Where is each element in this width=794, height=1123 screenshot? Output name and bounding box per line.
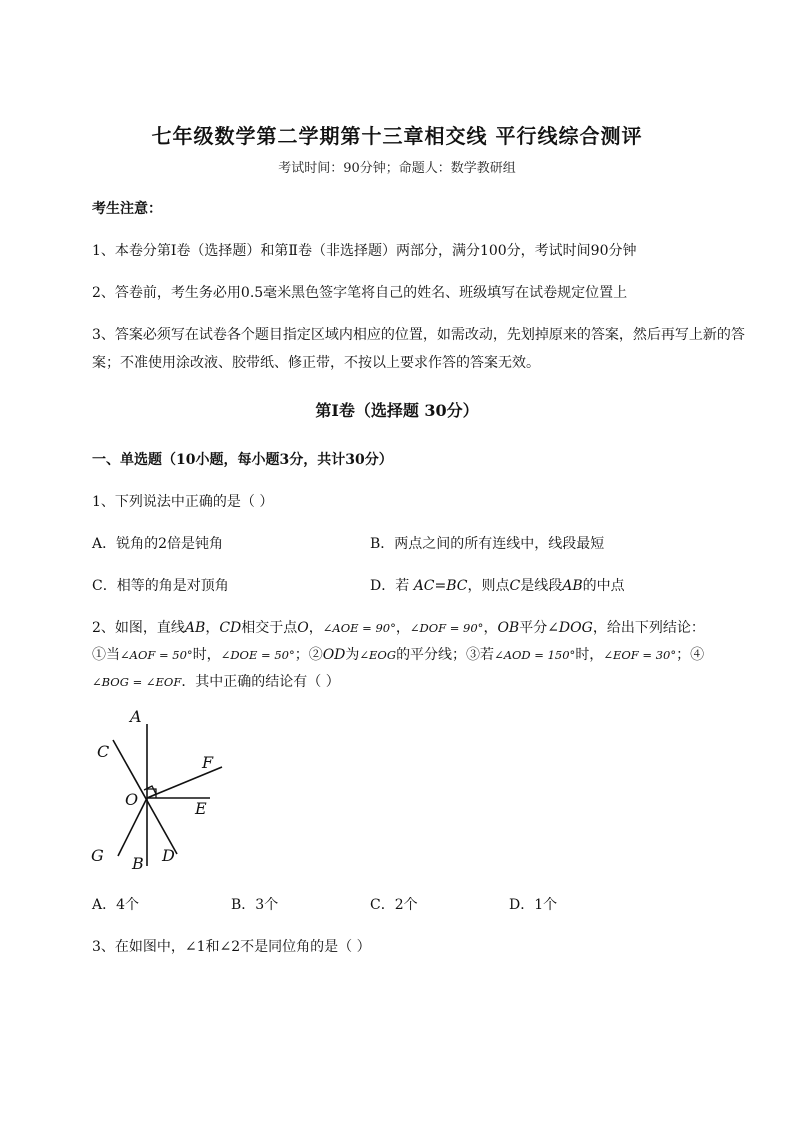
q2-stem-line-1: 2、如图，直线AB，CD相交于点O，∠AOE = 90°，∠DOF = 90°，OB平分∠DOG，给出下列结论： — [92, 620, 705, 636]
q1-stem: 1、下列说法中正确的是（ ） — [92, 494, 274, 510]
notice-item-1: 1、本卷分第I卷（选择题）和第Ⅱ卷（非选择题）两部分，满分100分，考试时间90分钟 — [92, 243, 637, 259]
label-c: C — [97, 742, 110, 761]
q2-stem-line-2: ①当∠AOF = 50°时，∠DOE = 50°；②OD为∠EOG的平分线；③若∠AOD = 150°时，∠EOF = 30°；④ — [92, 647, 705, 663]
q1-option-d: D．若 AC=BC，则点C是线段AB的中点 — [370, 578, 625, 594]
part-heading: 一、单选题（10小题，每小题3分，共计30分） — [92, 452, 393, 468]
label-b: B — [132, 854, 144, 873]
label-e: E — [195, 799, 207, 818]
q2-option-c: C．2个 — [370, 897, 418, 913]
notice-heading: 考生注意： — [92, 201, 162, 217]
page-title: 七年级数学第二学期第十三章相交线 平行线综合测评 — [151, 124, 643, 148]
q2-option-a: A．4个 — [92, 897, 140, 913]
label-f: F — [202, 753, 214, 772]
q2-figure — [88, 706, 238, 876]
section-title: 第I卷（选择题 30分） — [315, 401, 479, 420]
q1-option-b: B．两点之间的所有连线中，线段最短 — [370, 536, 605, 552]
q2-option-d: D．1个 — [509, 897, 558, 913]
notice-item-3: 3、答案必须写在试卷各个题目指定区域内相应的位置，如需改动，先划掉原来的答案，然后再写上新的答案；不准使用涂改液、胶带纸、修正带，不按以上要求作答的答案无效。 — [92, 327, 745, 371]
q2-stem-line-3: ∠BOG = ∠EOF．其中正确的结论有（ ） — [92, 674, 340, 690]
page-subtitle: 考试时间：90分钟；命题人：数学教研组 — [278, 161, 516, 176]
notice-item-2: 2、答卷前，考生务必用0.5毫米黑色签字笔将自己的姓名、班级填写在试卷规定位置上 — [92, 285, 628, 301]
q2-option-b: B．3个 — [231, 897, 279, 913]
q3-stem: 3、在如图中，∠1和∠2不是同位角的是（ ） — [92, 939, 371, 955]
line-cd — [113, 740, 177, 854]
q1-option-a: A．锐角的2倍是钝角 — [92, 536, 224, 552]
label-a: A — [130, 707, 142, 726]
label-o: O — [125, 790, 139, 809]
label-d: D — [162, 846, 175, 865]
q1-option-c: C．相等的角是对顶角 — [92, 578, 229, 594]
label-g: G — [91, 846, 104, 865]
